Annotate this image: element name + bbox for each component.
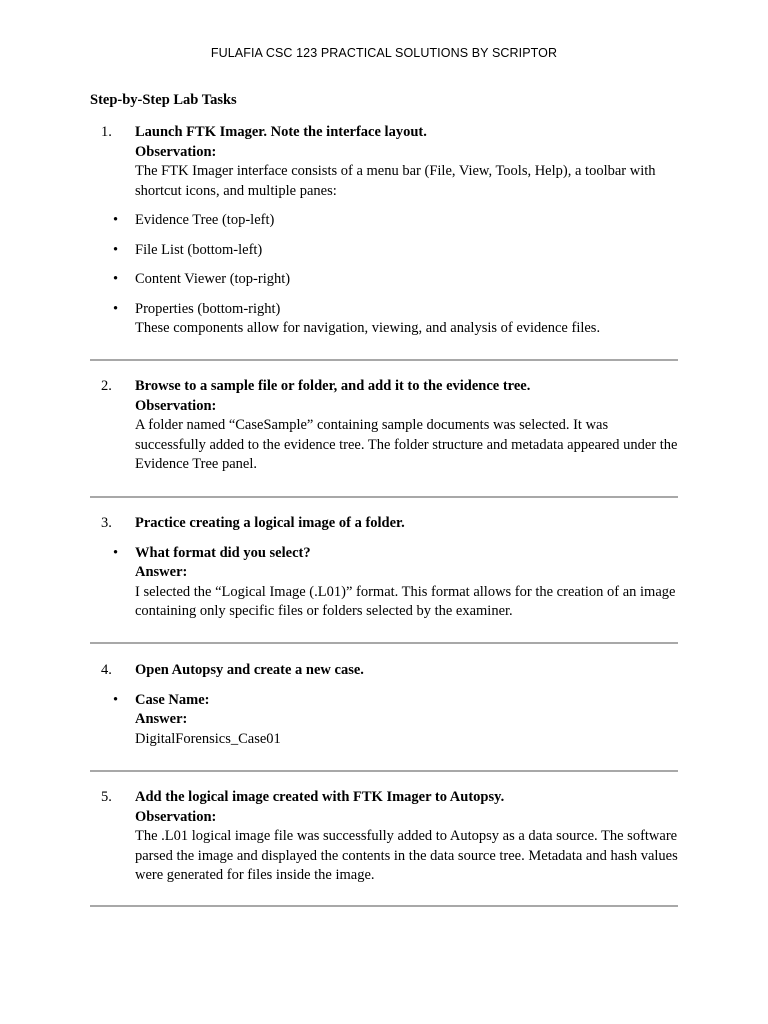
answer-label: Answer: [135, 564, 188, 580]
observation-label: Observation: [135, 808, 217, 825]
task-title: Launch FTK Imager. Note the interface layout. [135, 124, 427, 140]
task-2 [90, 377, 680, 475]
bullet-icon: • [113, 241, 119, 258]
task-5 [90, 788, 680, 886]
task-title: Browse to a sample file or folder, and add it to the evidence tree. [135, 378, 531, 394]
page-header: FULAFIA CSC 123 PRACTICAL SOLUTIONS BY SCRIPTOR [210, 46, 558, 60]
divider [90, 496, 678, 498]
answer-label: Answer: [135, 711, 188, 727]
task-1 [90, 123, 680, 339]
section-title: Step-by-Step Lab Tasks [90, 92, 237, 108]
bullet-icon: • [113, 271, 119, 287]
divider [90, 359, 678, 361]
task-title: Practice creating a logical image of a folder. [135, 515, 405, 531]
observation-label: Observation: [135, 143, 217, 160]
task-number: 4. [101, 662, 112, 678]
observation-text: The FTK Imager interface consists of a menu bar (File, View, Tools, Help), a toolbar with shortcut icons, and multiple panes: [135, 163, 656, 199]
bullet-icon: • [113, 544, 119, 561]
question-text: What format did you select? [135, 544, 311, 561]
task-number: 1. [101, 124, 112, 140]
observation-text: The .L01 logical image file was successfully added to Autopsy as a data source. The software parsed the image and displayed the contents in the data source tree. Metadata and hash values were generated for files inside the image. [135, 828, 678, 883]
divider [90, 642, 678, 644]
task-title: Add the logical image created with FTK Imager to Autopsy. [135, 789, 505, 805]
task-number: 5. [101, 789, 112, 805]
list-item: Properties (bottom-right) [135, 300, 281, 317]
bullet-icon: • [113, 212, 119, 228]
list-item: Content Viewer (top-right) [135, 271, 291, 287]
list-item: File List (bottom-left) [135, 241, 263, 258]
closing-text: These components allow for navigation, viewing, and analysis of evidence files. [135, 320, 601, 336]
answer-text: DigitalForensics_Case01 [135, 730, 281, 747]
task-number: 3. [101, 515, 112, 531]
task-4 [90, 661, 680, 749]
bullet-icon: • [113, 691, 119, 708]
list-item: Evidence Tree (top-left) [135, 212, 275, 228]
observation-label: Observation: [135, 397, 217, 414]
task-3 [90, 514, 680, 622]
question-text: Case Name: [135, 691, 210, 708]
divider [90, 905, 678, 907]
task-number: 2. [101, 378, 112, 394]
divider [90, 770, 678, 772]
observation-text: A folder named “CaseSample” containing sample documents was selected. It was successfully added to the evidence tree. The folder structure and metadata appeared under the Evidence Tree panel. [135, 417, 678, 472]
answer-text: I selected the “Logical Image (.L01)” format. This format allows for the creation of an image containing only specific files or folders selected by the examiner. [135, 583, 676, 619]
task-title: Open Autopsy and create a new case. [135, 662, 364, 678]
bullet-icon: • [113, 300, 119, 317]
